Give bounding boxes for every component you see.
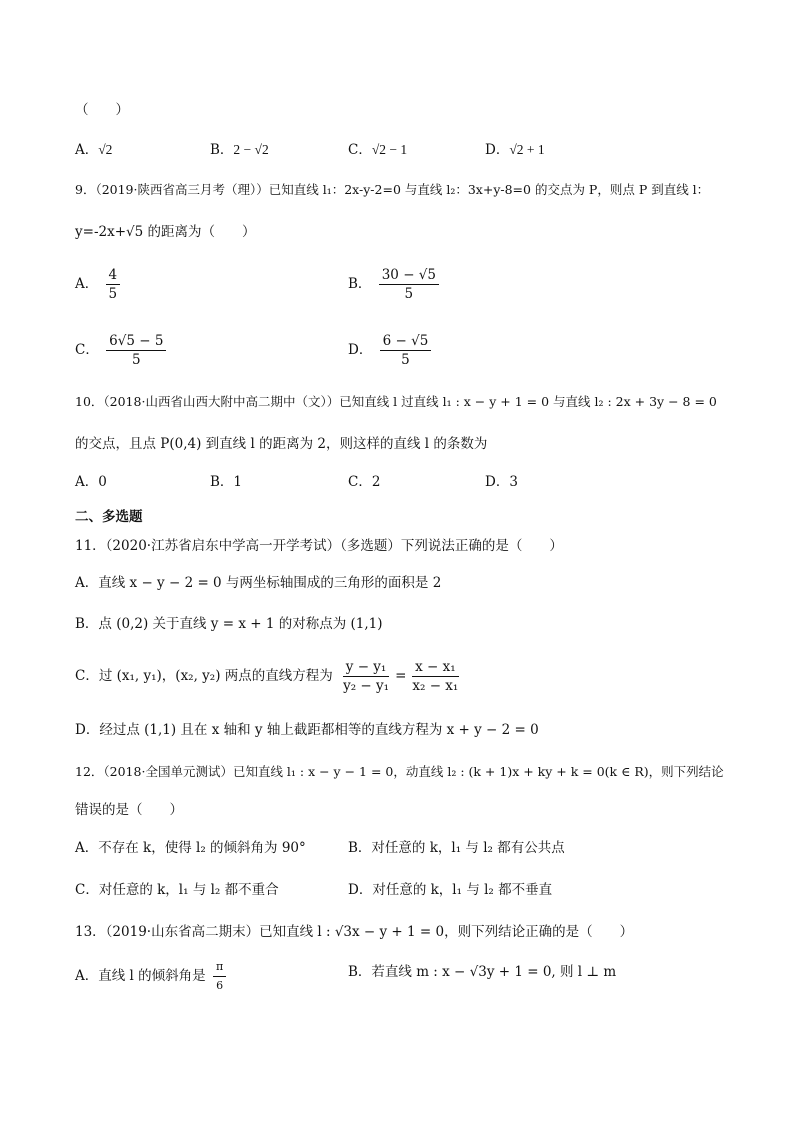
- q12-option-c: C．对任意的 k，l₁ 与 l₂ 都不重合: [75, 882, 279, 898]
- q8-option-d: D．√2 + 1: [485, 142, 545, 158]
- q11-option-c: C．过 (x₁, y₁)，(x₂, y₂) 两点的直线方程为 $\frac{\text{y − y₁}}{\text{y₂ − y₁}}$ = $\frac{\text{x − x₁}}{\text{x₂ − x₁}}$: [75, 659, 459, 694]
- q10-stem-line1: 10．（2018·山西省山西大附中高二期中（文））已知直线 l 过直线 l₁ : x − y + 1 = 0 与直线 l₂ : 2x + 3y − 8 = 0: [75, 394, 717, 409]
- q11-option-a: A．直线 x − y − 2 = 0 与两坐标轴围成的三角形的面积是 2: [75, 575, 442, 591]
- q9-stem-line2: y=-2x+√5 的距离为（ ）: [75, 224, 256, 240]
- q10-stem-line2: 的交点，且点 P(0,4) 到直线 l 的距离为 2，则这样的直线 l 的条数为: [75, 436, 488, 452]
- q9-stem-line1: 9．（2019·陕西省高三月考（理））已知直线 l₁：2x-y-2=0 与直线 l₂：3x+y-8=0 的交点为 P，则点 P 到直线 l：: [75, 182, 710, 197]
- q8-option-a: A．√2: [75, 142, 113, 158]
- q10-option-a: A．0: [75, 474, 107, 490]
- q12-stem-line2: 错误的是（ ）: [75, 802, 183, 818]
- section-heading-multi-choice: 二、多选题: [75, 509, 143, 525]
- q9-option-d: D． $\frac{6 - √5}{5}$: [348, 332, 434, 369]
- q12-option-a: A．不存在 k，使得 l₂ 的倾斜角为 90°: [75, 840, 306, 856]
- q12-option-d: D．对任意的 k，l₁ 与 l₂ 都不垂直: [348, 882, 553, 898]
- q9-option-a: A． $\frac{4}{5}$: [75, 266, 123, 303]
- q10-option-c: C．2: [348, 474, 381, 490]
- q8-option-b: B．2 − √2: [210, 142, 269, 158]
- q13-option-a: A．直线 l 的倾斜角是 $\frac{\pi}{6}$: [75, 958, 229, 995]
- q8-paren: （ ）: [75, 102, 129, 118]
- q11-stem: 11．（2020·江苏省启东中学高一开学考试）（多选题）下列说法正确的是（ ）: [75, 538, 563, 554]
- q9-option-c: C． $\frac{6√5 - 5}{5}$: [75, 332, 169, 369]
- q10-option-d: D．3: [485, 474, 518, 490]
- q12-option-b: B．对任意的 k，l₁ 与 l₂ 都有公共点: [348, 840, 565, 856]
- q8-option-c: C．√2 − 1: [348, 142, 408, 158]
- q13-stem: 13．（2019·山东省高二期末）已知直线 l : √3x − y + 1 = 0，则下列结论正确的是（ ）: [75, 924, 634, 940]
- q11-option-d: D．经过点 (1,1) 且在 x 轴和 y 轴上截距都相等的直线方程为 x + y − 2 = 0: [75, 722, 539, 738]
- q13-option-b: B．若直线 m : x − √3y + 1 = 0, 则 l ⊥ m: [348, 964, 617, 980]
- q12-stem-line1: 12．（2018·全国单元测试）已知直线 l₁ : x − y − 1 = 0，动直线 l₂ : (k + 1)x + ky + k = 0(k ∈ R)，则下列结论: [75, 764, 724, 779]
- q11-option-b: B．点 (0,2) 关于直线 y = x + 1 的对称点为 (1,1): [75, 616, 383, 632]
- q10-option-b: B．1: [210, 474, 243, 490]
- q9-option-b: B． $\frac{30 - √5}{5}$: [348, 266, 442, 303]
